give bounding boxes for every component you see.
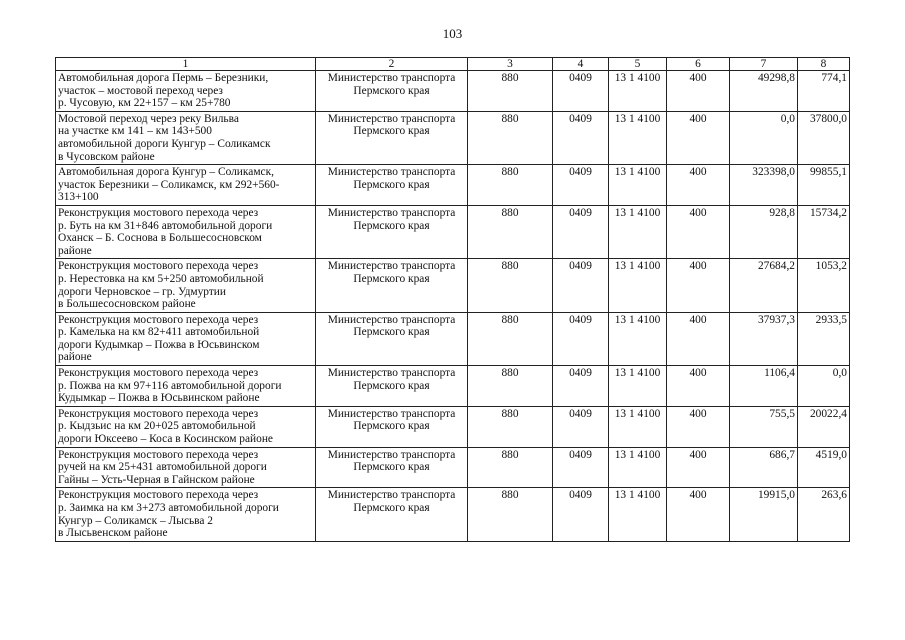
section-code-cell: 0409 (553, 259, 609, 312)
object-name-cell-line: р. Чусовую, км 22+157 – км 25+780 (58, 97, 231, 110)
table-row (56, 111, 850, 164)
table-row (56, 259, 850, 312)
object-name-cell-line: Реконструкция мостового перехода через (58, 448, 259, 461)
object-name-cell (56, 447, 316, 488)
amount-cell: 15734,2 (798, 205, 850, 258)
object-name-cell-line: Кудымкар – Пожва в Юсьвинском районе (58, 392, 260, 405)
amount-cell: 4519,0 (798, 447, 850, 488)
object-name-cell-line: Автомобильная дорога Кунгур – Соликамск, (58, 166, 274, 179)
code-cell: 880 (468, 312, 553, 365)
amount-cell: 0,0 (798, 366, 850, 407)
ministry-cell (316, 406, 468, 447)
code-cell: 880 (468, 165, 553, 206)
object-name-cell-line: Реконструкция мостового перехода через (58, 407, 259, 420)
amount-cell: 928,8 (730, 205, 798, 258)
expense-type-cell: 400 (667, 406, 730, 447)
ministry-cell-line: Министерство транспорта (327, 448, 456, 461)
amount-cell: 37937,3 (730, 312, 798, 365)
object-name-cell-line: р. Камелька на км 82+411 автомобильной (58, 326, 260, 339)
budget-table (55, 57, 850, 542)
ministry-cell-line: Пермского края (353, 272, 430, 285)
amount-cell: 49298,8 (730, 71, 798, 112)
object-name-cell (56, 488, 316, 541)
amount-cell: 323398,0 (730, 165, 798, 206)
section-code-cell: 0409 (553, 406, 609, 447)
code-cell: 880 (468, 447, 553, 488)
object-name-cell-line: 313+100 (58, 191, 99, 204)
object-name-cell-line: дороги Юксеево – Коса в Косинском районе (58, 433, 273, 446)
header-cell: 3 (468, 58, 553, 71)
ministry-cell-line: Пермского края (353, 84, 430, 97)
object-name-cell-line: автомобильной дороги Кунгур – Соликамск (58, 137, 271, 150)
target-article-cell: 13 1 4100 (609, 488, 667, 541)
object-name-cell-line: р. Кыдзьис на км 20+025 автомобильной (58, 420, 256, 433)
expense-type-cell: 400 (667, 447, 730, 488)
amount-cell: 2933,5 (798, 312, 850, 365)
header-row (56, 58, 850, 71)
section-code-cell: 0409 (553, 111, 609, 164)
header-cell: 4 (553, 58, 609, 71)
ministry-cell-line: Министерство транспорта (327, 367, 456, 380)
expense-type-cell: 400 (667, 312, 730, 365)
ministry-cell-line: Министерство транспорта (327, 166, 456, 179)
code-cell: 880 (468, 205, 553, 258)
amount-cell: 20022,4 (798, 406, 850, 447)
amount-cell: 19915,0 (730, 488, 798, 541)
section-code-cell: 0409 (553, 447, 609, 488)
object-name-cell (56, 165, 316, 206)
amount-cell: 99855,1 (798, 165, 850, 206)
amount-cell: 755,5 (730, 406, 798, 447)
ministry-cell (316, 111, 468, 164)
header-cell: 8 (798, 58, 850, 71)
target-article-cell: 13 1 4100 (609, 259, 667, 312)
amount-cell: 1053,2 (798, 259, 850, 312)
object-name-cell-line: р. Пожва на км 97+116 автомобильной дороги (58, 379, 282, 392)
object-name-cell-line: р. Буть на км 31+846 автомобильной дороги (58, 219, 273, 232)
expense-type-cell: 400 (667, 259, 730, 312)
object-name-cell-line: Реконструкция мостового перехода через (58, 313, 259, 326)
amount-cell: 27684,2 (730, 259, 798, 312)
table-row (56, 366, 850, 407)
object-name-cell-line: в Лысьвенском районе (58, 527, 168, 540)
object-name-cell-line: Мостовой переход через реку Вильва (58, 112, 239, 125)
ministry-cell-line: Министерство транспорта (327, 112, 456, 125)
object-name-cell-line: р. Нерестовка на км 5+250 автомобильной (58, 272, 264, 285)
expense-type-cell: 400 (667, 165, 730, 206)
ministry-cell-line: Министерство транспорта (327, 72, 456, 84)
ministry-cell (316, 165, 468, 206)
object-name-cell (56, 312, 316, 365)
target-article-cell: 13 1 4100 (609, 447, 667, 488)
section-code-cell: 0409 (553, 71, 609, 112)
expense-type-cell: 400 (667, 366, 730, 407)
header-cell: 1 (56, 58, 316, 71)
code-cell: 880 (468, 259, 553, 312)
amount-cell: 774,1 (798, 71, 850, 112)
header-cell: 2 (316, 58, 468, 71)
object-name-cell-line: Реконструкция мостового перехода через (58, 367, 259, 380)
object-name-cell (56, 71, 316, 112)
ministry-cell (316, 312, 468, 365)
object-name-cell-line: на участке км 141 – км 143+500 (58, 125, 212, 138)
object-name-cell-line: ручей на км 25+431 автомобильной дороги (58, 461, 267, 474)
object-name-cell-line: Оханск – Б. Соснова в Большесосновском (58, 232, 262, 245)
section-code-cell: 0409 (553, 366, 609, 407)
table-row (56, 165, 850, 206)
amount-cell: 0,0 (730, 111, 798, 164)
object-name-cell-line: Кунгур – Соликамск – Лысьва 2 (58, 514, 213, 527)
target-article-cell: 13 1 4100 (609, 111, 667, 164)
ministry-cell (316, 447, 468, 488)
table-row (56, 71, 850, 112)
expense-type-cell: 400 (667, 205, 730, 258)
ministry-cell (316, 259, 468, 312)
table-row (56, 447, 850, 488)
ministry-cell-line: Пермского края (353, 461, 430, 474)
object-name-cell-line: в Большесосновском районе (58, 298, 196, 311)
object-name-cell-line: районе (58, 244, 92, 257)
target-article-cell: 13 1 4100 (609, 366, 667, 407)
table-row (56, 312, 850, 365)
section-code-cell: 0409 (553, 488, 609, 541)
header-cell: 6 (667, 58, 730, 71)
amount-cell: 686,7 (730, 447, 798, 488)
ministry-cell-line: Пермского края (353, 502, 430, 514)
table-row (56, 205, 850, 258)
ministry-cell-line: Пермского края (353, 125, 430, 138)
table-row (56, 406, 850, 447)
expense-type-cell: 400 (667, 111, 730, 164)
object-name-cell (56, 205, 316, 258)
expense-type-cell: 400 (667, 488, 730, 541)
target-article-cell: 13 1 4100 (609, 312, 667, 365)
ministry-cell-line: Пермского края (353, 326, 430, 339)
section-code-cell: 0409 (553, 312, 609, 365)
ministry-cell-line: Министерство транспорта (327, 206, 456, 219)
amount-cell: 37800,0 (798, 111, 850, 164)
ministry-cell-line: Министерство транспорта (327, 313, 456, 326)
section-code-cell: 0409 (553, 165, 609, 206)
object-name-cell-line: р. Заимка на км 3+273 автомобильной дороги (58, 502, 279, 514)
code-cell: 880 (468, 488, 553, 541)
table-row (56, 488, 850, 541)
target-article-cell: 13 1 4100 (609, 406, 667, 447)
header-cell: 5 (609, 58, 667, 71)
amount-cell: 263,6 (798, 488, 850, 541)
ministry-cell (316, 71, 468, 112)
ministry-cell-line: Министерство транспорта (327, 489, 456, 502)
ministry-cell-line: Пермского края (353, 379, 430, 392)
object-name-cell-line: участок – мостовой переход через (58, 84, 223, 97)
object-name-cell-line: районе (58, 351, 92, 364)
object-name-cell (56, 366, 316, 407)
code-cell: 880 (468, 71, 553, 112)
code-cell: 880 (468, 111, 553, 164)
object-name-cell-line: в Чусовском районе (58, 150, 155, 163)
target-article-cell: 13 1 4100 (609, 71, 667, 112)
code-cell: 880 (468, 366, 553, 407)
ministry-cell (316, 488, 468, 541)
object-name-cell (56, 259, 316, 312)
code-cell: 880 (468, 406, 553, 447)
ministry-cell-line: Пермского края (353, 420, 430, 433)
page-number: 103 (442, 26, 463, 41)
expense-type-cell: 400 (667, 71, 730, 112)
object-name-cell (56, 111, 316, 164)
object-name-cell-line: Реконструкция мостового перехода через (58, 489, 259, 502)
section-code-cell: 0409 (553, 205, 609, 258)
ministry-cell-line: Пермского края (353, 219, 430, 232)
ministry-cell (316, 205, 468, 258)
object-name-cell-line: Гайны – Усть-Черная в Гайнском районе (58, 473, 255, 486)
ministry-cell-line: Министерство транспорта (327, 407, 456, 420)
ministry-cell (316, 366, 468, 407)
amount-cell: 1106,4 (730, 366, 798, 407)
object-name-cell-line: Автомобильная дорога Пермь – Березники, (58, 72, 269, 84)
object-name-cell-line: Реконструкция мостового перехода через (58, 260, 259, 273)
ministry-cell-line: Пермского края (353, 178, 430, 191)
object-name-cell-line: участок Березники – Соликамск, км 292+560- (58, 178, 280, 191)
object-name-cell-line: дороги Кудымкар – Пожва в Юсьвинском (58, 338, 260, 351)
ministry-cell-line: Министерство транспорта (327, 260, 456, 273)
target-article-cell: 13 1 4100 (609, 165, 667, 206)
object-name-cell (56, 406, 316, 447)
header-cell: 7 (730, 58, 798, 71)
object-name-cell-line: Реконструкция мостового перехода через (58, 206, 259, 219)
object-name-cell-line: дороги Черновское – гр. Удмуртии (58, 285, 226, 298)
target-article-cell: 13 1 4100 (609, 205, 667, 258)
